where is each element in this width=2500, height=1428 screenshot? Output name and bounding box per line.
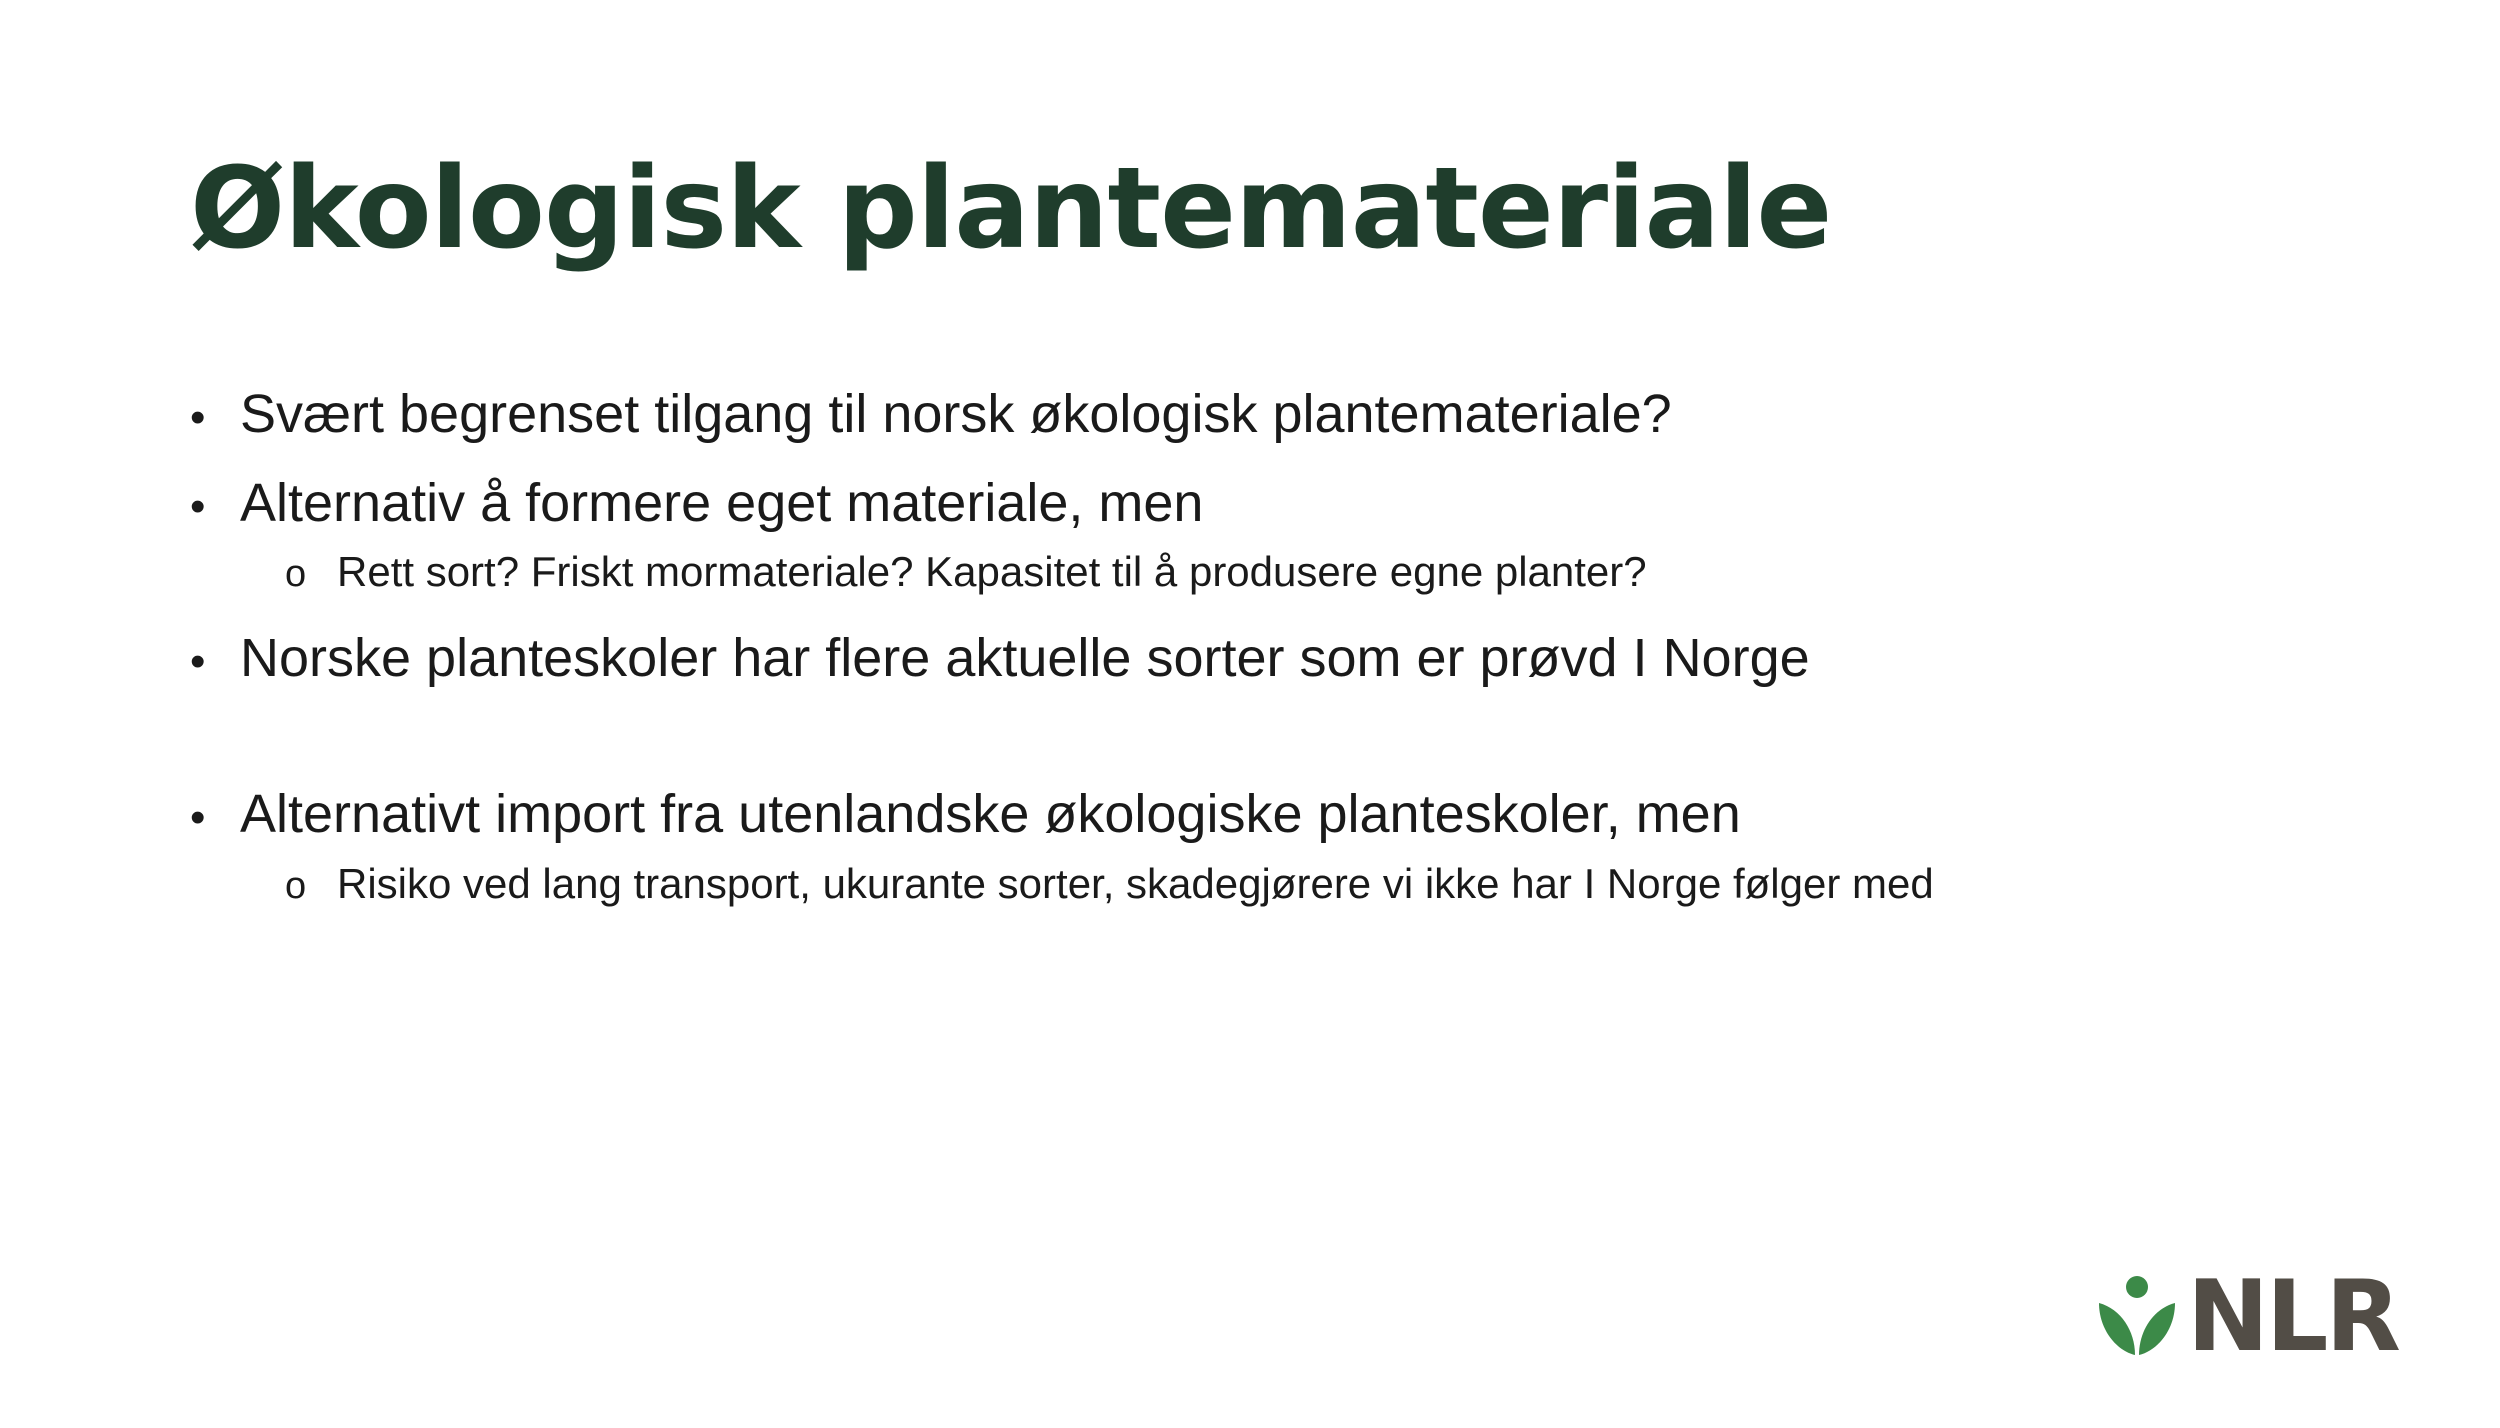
bullet-item (190, 627, 1810, 689)
sub-bullet-text: Risiko ved lang transport, ukurante sorter, skadegjørere vi ikke har I Norge følger med (337, 860, 1934, 907)
logo-text: NLR (2187, 1260, 2398, 1374)
bullet-marker: • (190, 793, 206, 842)
bullet-marker: • (190, 482, 206, 531)
bullet-text: Alternativ å formere eget materiale, men (240, 473, 1204, 533)
slide-title: Økologisk plantemateriale (190, 144, 1832, 274)
nlr-logo (2095, 1260, 2398, 1374)
bullet-text: Norske planteskoler har flere aktuelle sorter som er prøvd I Norge (240, 628, 1810, 688)
leaf-sprout-icon (2095, 1275, 2179, 1359)
sub-bullet-item (285, 548, 1647, 596)
sub-bullet-marker: o (285, 865, 307, 907)
bullet-marker: • (190, 637, 206, 686)
sub-bullet-item (285, 860, 1934, 908)
bullet-item (190, 383, 1672, 445)
bullet-item (190, 472, 1203, 534)
bullet-text: Alternativt import fra utenlandske økologiske planteskoler, men (240, 784, 1741, 844)
bullet-item (190, 783, 1741, 845)
sub-bullet-text: Rett sort? Friskt mormateriale? Kapasitet til å produsere egne planter? (337, 548, 1647, 595)
bullet-marker: • (190, 393, 206, 442)
bullet-text: Svært begrenset tilgang til norsk økologisk plantemateriale? (240, 384, 1672, 444)
sub-bullet-marker: o (285, 553, 307, 595)
